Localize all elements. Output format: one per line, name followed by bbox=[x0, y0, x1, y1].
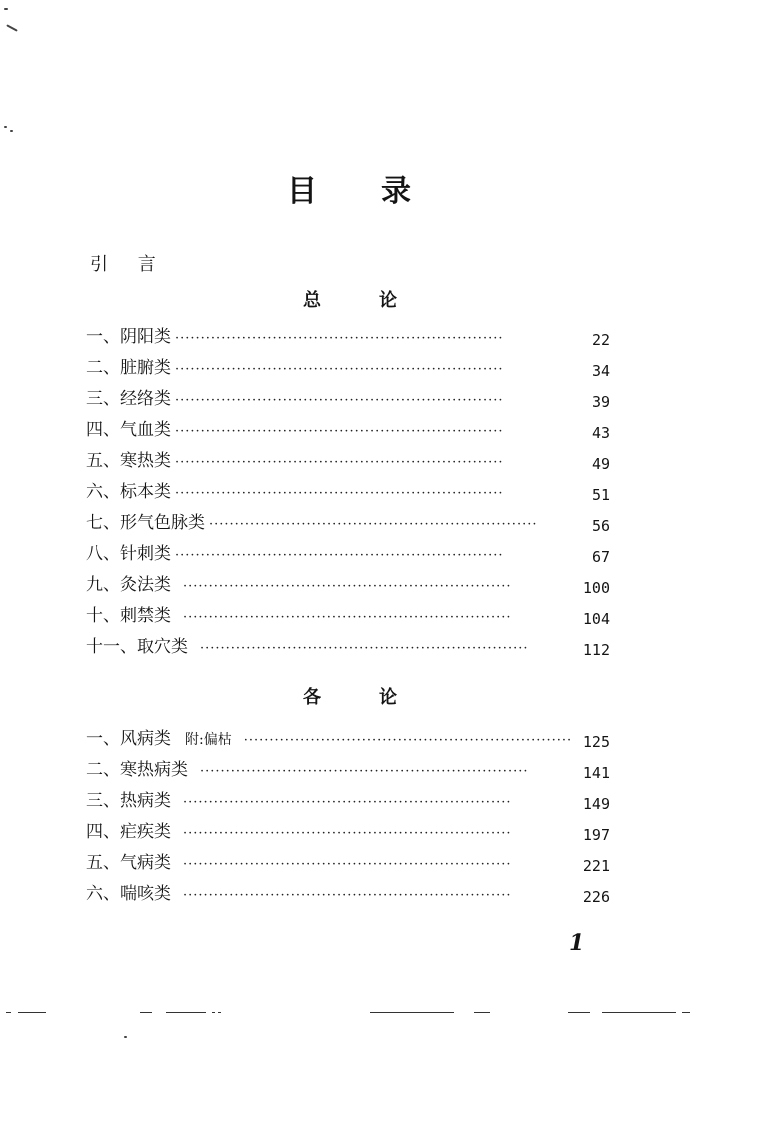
scan-line bbox=[682, 1012, 690, 1013]
toc-entry-page: 221 bbox=[582, 857, 610, 875]
toc-entry-page: 67 bbox=[591, 548, 610, 566]
toc-entry[interactable] bbox=[86, 848, 610, 879]
toc-entry-label: 十一、取穴类 bbox=[86, 637, 188, 657]
leader-dots: ································································ bbox=[183, 857, 512, 872]
leader-dots: ································································ bbox=[183, 579, 512, 594]
specific-heading-char-2: 论 bbox=[379, 687, 397, 708]
leader-dots: ································································ bbox=[183, 610, 512, 625]
toc-entry[interactable] bbox=[86, 632, 610, 663]
toc-entry[interactable] bbox=[86, 724, 610, 755]
toc-entry-page: 49 bbox=[591, 455, 610, 473]
general-section-heading bbox=[0, 286, 700, 312]
toc-entry-page: 125 bbox=[582, 733, 610, 751]
scan-mark bbox=[124, 1036, 127, 1038]
toc-entry-label: 八、针刺类 bbox=[86, 544, 171, 564]
toc-entry[interactable] bbox=[86, 353, 610, 384]
toc-entry[interactable] bbox=[86, 322, 610, 353]
toc-entry-page: 43 bbox=[591, 424, 610, 442]
scan-mark bbox=[6, 24, 18, 31]
leader-dots: ································································ bbox=[175, 455, 504, 470]
toc-entry[interactable] bbox=[86, 539, 610, 570]
scan-line bbox=[474, 1012, 490, 1013]
leader-dots: ································································ bbox=[209, 517, 538, 532]
toc-entry-label: 三、经络类 bbox=[86, 389, 171, 409]
toc-entry-page: 141 bbox=[582, 764, 610, 782]
scan-mark bbox=[10, 130, 13, 132]
page-title bbox=[0, 166, 700, 210]
scan-line bbox=[166, 1012, 206, 1013]
toc-entry[interactable] bbox=[86, 415, 610, 446]
leader-dots: ································································ bbox=[175, 424, 504, 439]
scan-line bbox=[18, 1012, 46, 1013]
title-char-1: 目 bbox=[287, 174, 319, 209]
toc-entry[interactable] bbox=[86, 879, 610, 910]
leader-dots: ································································ bbox=[175, 362, 504, 377]
toc-entry[interactable] bbox=[86, 570, 610, 601]
general-heading-char-1: 总 bbox=[303, 290, 321, 311]
toc-entry-label: 一、风病类 bbox=[86, 729, 171, 749]
toc-entry-label: 七、形气色脉类 bbox=[86, 513, 205, 533]
toc-entry-label: 十、刺禁类 bbox=[86, 606, 171, 626]
toc-entry-label: 四、疟疾类 bbox=[86, 822, 171, 842]
leader-dots: ································································ bbox=[175, 548, 504, 563]
toc-entry-label: 二、寒热病类 bbox=[86, 760, 188, 780]
toc-entry-note: 附:偏枯 bbox=[185, 732, 232, 748]
title-char-2: 录 bbox=[381, 174, 413, 209]
leader-dots: ································································ bbox=[183, 826, 512, 841]
toc-entry-label: 四、气血类 bbox=[86, 420, 171, 440]
toc-entry[interactable] bbox=[86, 477, 610, 508]
toc-entry-label: 一、阴阳类 bbox=[86, 327, 171, 347]
specific-toc-list bbox=[86, 724, 610, 910]
scan-mark bbox=[4, 8, 8, 10]
intro-heading: 引 言 bbox=[90, 254, 168, 275]
toc-entry-label: 九、灸法类 bbox=[86, 575, 171, 595]
toc-entry[interactable] bbox=[86, 446, 610, 477]
scan-line bbox=[140, 1012, 152, 1013]
toc-entry-page: 56 bbox=[591, 517, 610, 535]
scan-line bbox=[6, 1012, 11, 1013]
leader-dots: ································································ bbox=[183, 795, 512, 810]
leader-dots: ································································ bbox=[200, 764, 529, 779]
scan-line bbox=[218, 1012, 221, 1013]
toc-entry[interactable] bbox=[86, 508, 610, 539]
leader-dots: ································································ bbox=[200, 641, 529, 656]
toc-entry-page: 197 bbox=[582, 826, 610, 844]
toc-entry-page: 39 bbox=[591, 393, 610, 411]
toc-entry-page: 51 bbox=[591, 486, 610, 504]
leader-dots: ································································ bbox=[243, 733, 573, 748]
toc-entry-page: 112 bbox=[582, 641, 610, 659]
scan-line bbox=[602, 1012, 676, 1013]
toc-entry-label: 三、热病类 bbox=[86, 791, 171, 811]
general-heading-char-2: 论 bbox=[379, 290, 397, 311]
toc-entry-label: 五、气病类 bbox=[86, 853, 171, 873]
leader-dots: ································································ bbox=[175, 393, 504, 408]
toc-entry-page: 34 bbox=[591, 362, 610, 380]
toc-entry[interactable] bbox=[86, 817, 610, 848]
toc-entry-label: 六、喘咳类 bbox=[86, 884, 171, 904]
leader-dots: ································································ bbox=[183, 888, 512, 903]
toc-entry[interactable] bbox=[86, 601, 610, 632]
toc-entry-label: 六、标本类 bbox=[86, 482, 171, 502]
toc-entry-label: 二、脏腑类 bbox=[86, 358, 171, 378]
page-number: 1 bbox=[569, 930, 585, 956]
toc-entry-page: 22 bbox=[591, 331, 610, 349]
leader-dots: ································································ bbox=[175, 486, 504, 501]
toc-entry-page: 100 bbox=[582, 579, 610, 597]
toc-entry[interactable] bbox=[86, 384, 610, 415]
scan-line bbox=[212, 1012, 215, 1013]
toc-entry-page: 149 bbox=[582, 795, 610, 813]
scan-mark bbox=[4, 126, 7, 128]
toc-entry[interactable] bbox=[86, 786, 610, 817]
scan-line bbox=[568, 1012, 590, 1013]
toc-entry-label: 五、寒热类 bbox=[86, 451, 171, 471]
leader-dots: ································································ bbox=[175, 331, 504, 346]
toc-entry-page: 226 bbox=[582, 888, 610, 906]
general-toc-list bbox=[86, 322, 610, 663]
toc-entry-page: 104 bbox=[582, 610, 610, 628]
scan-line bbox=[370, 1012, 454, 1013]
specific-section-heading bbox=[0, 683, 700, 709]
specific-heading-char-1: 各 bbox=[303, 687, 321, 708]
toc-entry[interactable] bbox=[86, 755, 610, 786]
